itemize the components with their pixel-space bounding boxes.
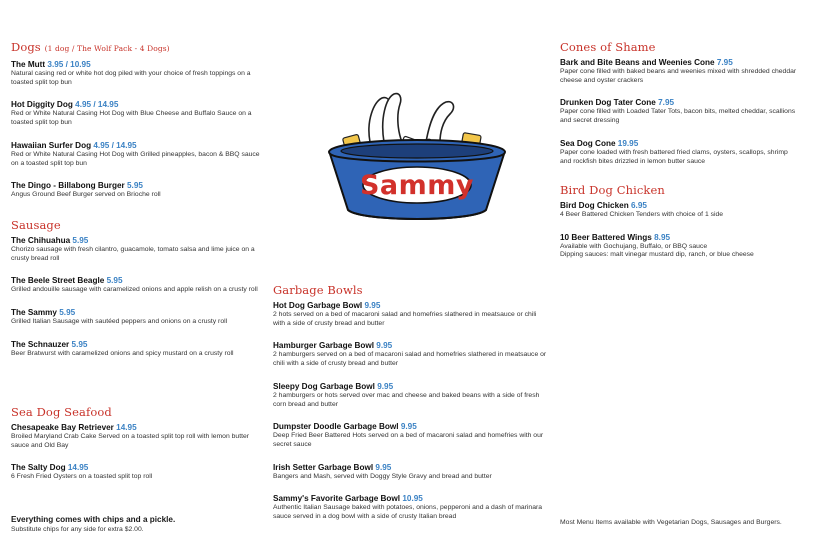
dogs-title: Dogs (1 dog / The Wolf Pack - 4 Dogs) [11, 40, 170, 54]
menu-item: The Chihuahua 5.95 Chorizo sausage with fresh cilantro, guacamole, tomato salsa and lime juice on a crusty bread roll [11, 236, 255, 262]
sausage-title: Sausage [11, 218, 61, 232]
sammy-logo [322, 90, 512, 225]
menu-item: The Mutt 3.95 / 10.95 Natural casing red or white hot dog piled with your choice of fresh toppings on a toasted split top bun [11, 60, 251, 86]
menu-item: Sea Dog Cone 19.95 Paper cone loaded with fresh battered fried clams, oysters, scallops, shrimp and rockfish bites drizzled in lemon butter sauce [560, 138, 788, 165]
left-footer [11, 514, 261, 534]
menu-item: The Beele Street Beagle 5.95 Grilled andouille sausage with caramelized onions and apple relish on a crusty roll [11, 276, 258, 294]
logo-text: Sammy [359, 170, 475, 201]
menu-item: The Sammy 5.95 Grilled Italian Sausage with sautéed peppers and onions on a crusty roll [11, 308, 228, 326]
footer-substitute-note: Substitute chips for any side for extra $2.00. [11, 526, 144, 533]
cones-title: Cones of Shame [560, 40, 656, 54]
menu-item: Dumpster Doodle Garbage Bowl 9.95 Deep Fried Beer Battered Hots served on a bed of macaroni salad and homefries with our secret sauce [273, 422, 544, 448]
sausage-section [11, 218, 261, 359]
menu-item: Drunken Dog Tater Cone 7.95 Paper cone filled with Loaded Tater Tots, bacon bits, melted cheddar, scallions and secret dressing [560, 98, 796, 125]
seafood-section [11, 405, 261, 482]
menu-item: Chesapeake Bay Retriever 14.95 Broiled Maryland Crab Cake Served on a toasted split top roll with lemon butter sauce and Old Bay [11, 423, 250, 449]
seafood-title: Sea Dog Seafood [11, 405, 112, 419]
garbage-bowls-title: Garbage Bowls [273, 283, 363, 297]
garbage-bowls-section [273, 283, 548, 522]
menu-item: Hawaiian Surfer Dog 4.95 / 14.95 Red or White Natural Casing Hot Dog with Grilled pineapples, bacon & BBQ sauce on a toasted split top bun [11, 140, 260, 167]
dog-bowl-icon [322, 90, 512, 225]
menu-item: Bark and Bite Beans and Weenies Cone 7.95 Paper cone filled with baked beans and weenies mixed with shredded cheddar cheese and oyster crackers [560, 58, 797, 84]
menu-item: Sleepy Dog Garbage Bowl 9.95 2 hamburgers or hots served over mac and cheese and baked beans with a side of fresh corn bread and butter [273, 381, 540, 408]
chicken-title: Bird Dog Chicken [560, 183, 665, 197]
menu-item: The Dingo - Billabong Burger 5.95 Angus Ground Beef Burger served on Brioche roll [11, 181, 161, 199]
menu-item: Irish Setter Garbage Bowl 9.95 Bangers and Mash, served with Doggy Style Gravy and bread and butter [273, 462, 492, 480]
dogs-section [11, 40, 261, 200]
vegetarian-note: Most Menu Items available with Vegetarian Dogs, Sausages and Burgers. [560, 519, 782, 526]
menu-item: Hot Diggity Dog 4.95 / 14.95 Red or White Natural Casing Hot Dog with Blue Cheese and Buffalo Sauce on a toasted split top bun [11, 100, 252, 127]
footer-chips-note: Everything comes with chips and a pickle. [11, 515, 176, 524]
menu-item: The Salty Dog 14.95 6 Fresh Fried Oysters on a toasted split top roll [11, 463, 153, 481]
chicken-section [560, 183, 800, 260]
menu-item: 10 Beer Battered Wings 8.95 Available with Gochujang, Buffalo, or BBQ sauce Dipping sauces: malt vinegar mustard dip, ranch, or blue cheese [560, 232, 754, 259]
menu-item: Sammy's Favorite Garbage Bowl 10.95 Authentic Italian Sausage baked with potatoes, onions, pepperoni and a dash of marinara sauce served in a dog bowl with a side of crusty Italian bread [273, 494, 543, 521]
menu-item: Hot Dog Garbage Bowl 9.95 2 hots served on a bed of macaroni salad and homefries slathered in meatsauce or chili with a side of crusty bread and butter [273, 301, 537, 327]
cones-section [560, 40, 800, 166]
menu-item: Hamburger Garbage Bowl 9.95 2 hamburgers served on a bed of macaroni salad and homefries slathered in meatsauce or chili with a side of crusty bread and butter [273, 341, 547, 368]
menu-item: The Schnauzer 5.95 Beer Bratwurst with caramelized onions and spicy mustard on a crusty roll [11, 339, 234, 357]
menu-item: Bird Dog Chicken 6.95 4 Beer Battered Chicken Tenders with choice of 1 side [560, 201, 724, 218]
